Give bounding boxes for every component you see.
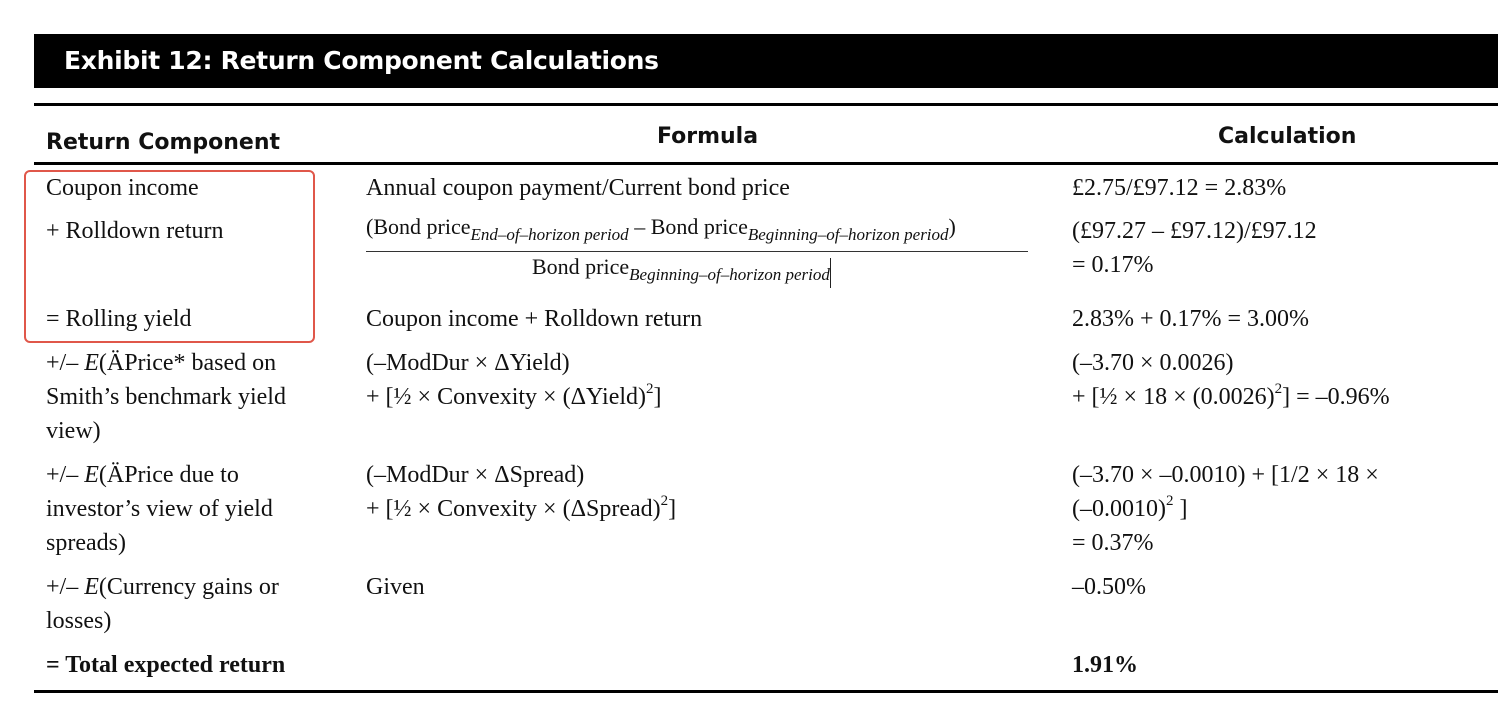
row-benchmark-calc-line1: (–3.70 × 0.0026)	[1072, 350, 1234, 376]
row-spreads-calc-line2: $(-0.0010)^2$ ]	[1072, 493, 1188, 522]
rolldown-formula-numerator: (Bond price$_{End-of-horizon period}$ – Bond price$_{Beginning-of-horizon period}$)	[366, 214, 956, 244]
row-benchmark-component-line1: +/– E(ÄPrice* based on	[46, 350, 277, 376]
row-spreads-formula-line1: (–ModDur × ΔSpread)	[366, 462, 585, 488]
row-coupon-income-component: Coupon income	[46, 175, 199, 201]
row-spreads-formula-line2: + [½ × Convexity × (ΔSpread)$^2$]	[366, 493, 677, 522]
row-spreads-calc-line3: = 0.37%	[1072, 530, 1154, 556]
row-currency-component-line2: losses)	[46, 608, 112, 634]
row-benchmark-calc-line2: + [½ × $18 \times (0.0026)^2] = -0.96\%$	[1072, 381, 1390, 410]
row-rolldown-component: + Rolldown return	[46, 218, 224, 244]
row-rolldown-calc-line2: = 0.17%	[1072, 252, 1154, 278]
row-coupon-income-formula: Annual coupon payment/Current bond price	[366, 175, 790, 201]
bottom-rule	[34, 690, 1498, 693]
header-formula: Formula	[657, 124, 759, 149]
header-calculation: Calculation	[1218, 124, 1357, 149]
header-return-component: Return Component	[46, 130, 281, 155]
row-total-calc: 1.91%	[1072, 652, 1138, 678]
highlight-box	[24, 170, 315, 343]
row-coupon-income-calc: £2.75/£97.12 = 2.83%	[1072, 175, 1287, 201]
row-currency-component-line1: +/– E(Currency gains or	[46, 574, 279, 600]
row-rolling-yield-formula: Coupon income + Rolldown return	[366, 306, 703, 332]
row-spreads-component-line2: investor’s view of yield	[46, 496, 273, 522]
row-spreads-component-line1: +/– E(ÄPrice due to	[46, 462, 239, 488]
rolldown-formula-denominator: Bond price$_{Beginning-of-horizon period}$	[532, 254, 830, 284]
top-rule	[34, 103, 1498, 106]
row-benchmark-component-line3: view)	[46, 418, 101, 444]
row-total-component: = Total expected return	[46, 652, 286, 678]
row-spreads-component-line3: spreads)	[46, 530, 126, 556]
row-currency-formula: Given	[366, 574, 425, 600]
row-benchmark-formula-line2: + [½ × Convexity × (ΔYield)$^2$]	[366, 381, 662, 410]
row-rolling-yield-calc: 2.83% + 0.17% = 3.00%	[1072, 306, 1310, 332]
row-benchmark-formula-line1: (–ModDur × ΔYield)	[366, 350, 570, 376]
header-rule	[34, 162, 1498, 165]
row-benchmark-component-line2: Smith’s benchmark yield	[46, 384, 286, 410]
row-rolling-yield-component: = Rolling yield	[46, 306, 192, 332]
row-rolldown-calc-line1: (£97.27 – £97.12)/£97.12	[1072, 218, 1317, 244]
fraction-bar	[366, 251, 1028, 252]
row-spreads-calc-line1: (–3.70 × –0.0010) + [1/2 × 18 ×	[1072, 462, 1379, 488]
exhibit-title: Exhibit 12: Return Component Calculations	[34, 34, 1498, 88]
text-cursor	[830, 258, 831, 288]
row-currency-calc: –0.50%	[1072, 574, 1146, 600]
